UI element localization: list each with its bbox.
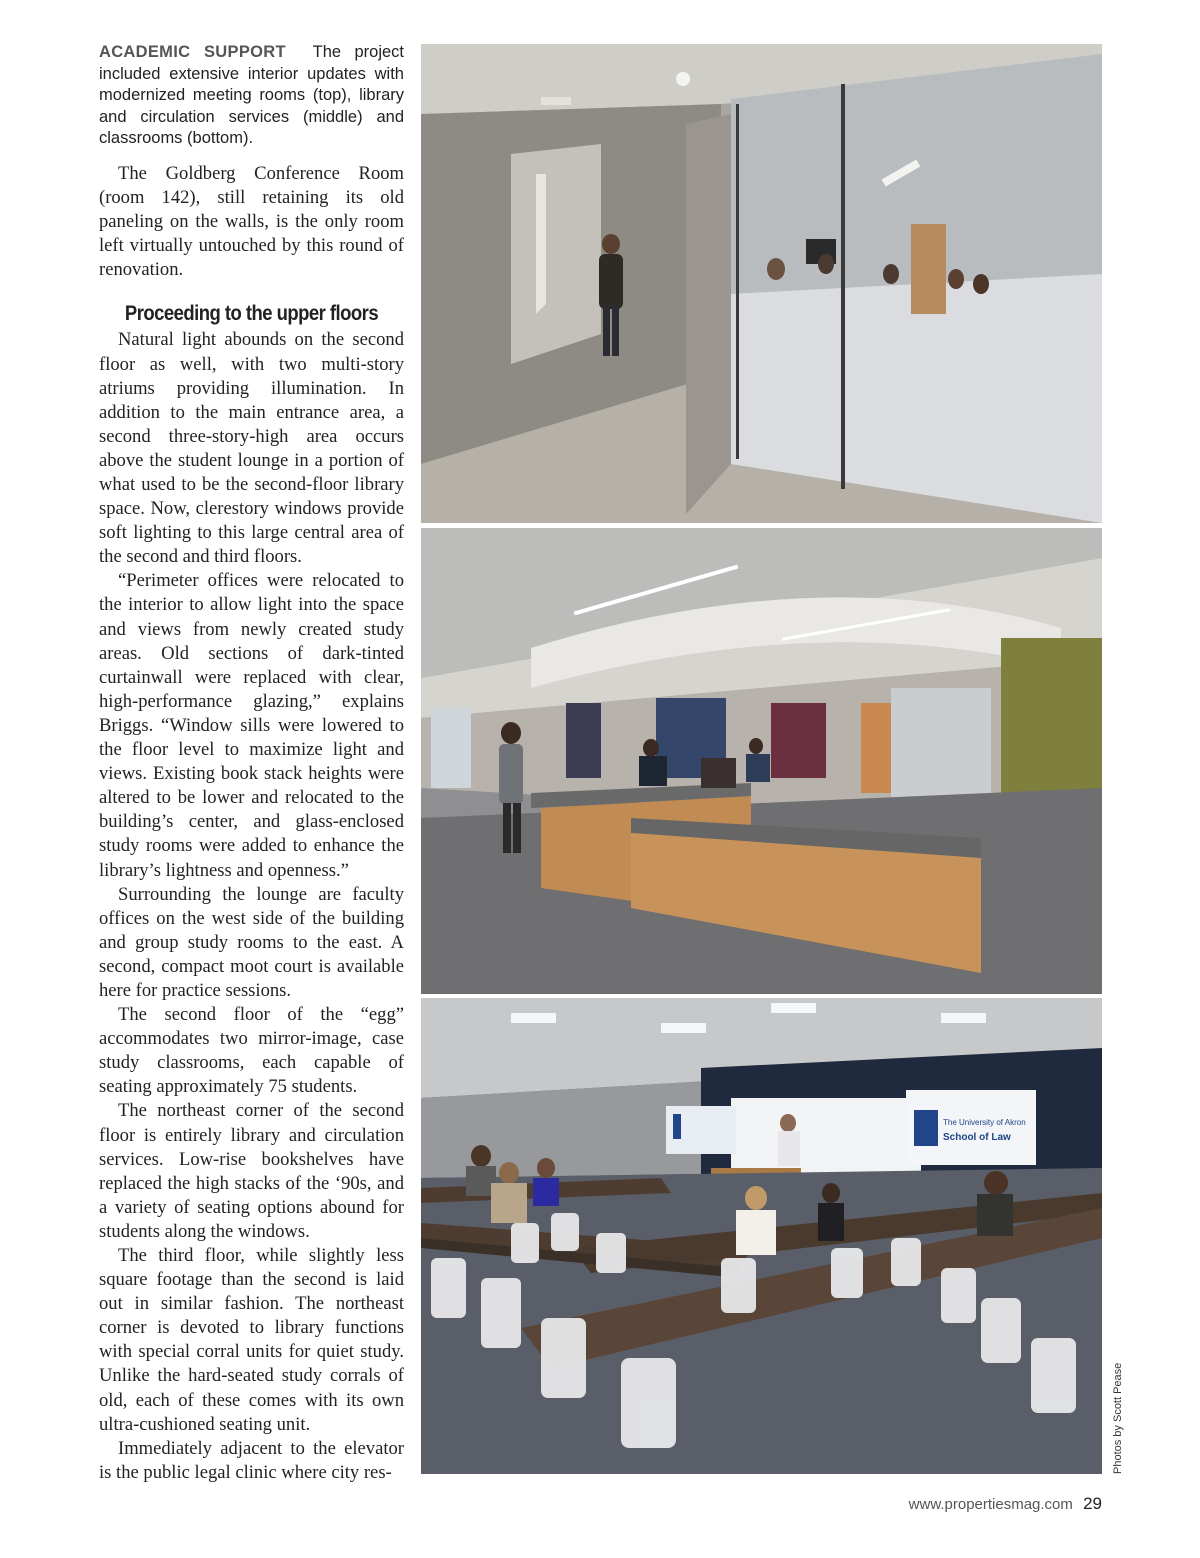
photo-caption (99, 42, 404, 150)
paragraph: Immediately adjacent to the elevator is the public legal clinic where city res- (99, 1437, 404, 1483)
photo-classroom (421, 998, 1102, 1474)
article-column (99, 42, 404, 1485)
photo-library-circulation (421, 528, 1102, 994)
paragraph: “Perimeter offices were relocated to the interior to allow light into the space and views from newly created study areas. Old sections of dark-tinted curtainwall were replaced with clear, high-performance glazing,” explains Briggs. “Window sills were lowered to the floor level to maximize light and views. Existing book stack heights were altered to be lower and relocated to the building’s center, and glass-enclosed study rooms were added to enhance the library’s lightness and openness.” (99, 570, 404, 881)
screen-university-name: The University of Akron (943, 1118, 1026, 1127)
screen-school-name: School of Law (943, 1132, 1011, 1143)
footer-url: www.propertiesmag.com (908, 1496, 1073, 1513)
page-footer (909, 1494, 1102, 1514)
caption-text: The project included extensive interior updates with modernized meeting rooms (top), library and circulation services (middle) and classrooms (bottom). (99, 43, 405, 148)
paragraph: Natural light abounds on the second floor as well, with two multi-story atriums providing illumination. In addition to the main entrance area, a second three-story-high area occurs above the student lounge in a portion of what used to be the second-floor library space. Now, clerestory windows provide soft lighting to this large central area of the second and third floors. (99, 329, 404, 568)
paragraph: The second floor of the “egg” accommodates two mirror-image, case study classrooms, each capable of seating approximately 75 students. (99, 1004, 404, 1098)
paragraph-goldberg: The Goldberg Conference Room (room 142), still retaining its old paneling on the walls, is the only room left virtually untouched by this round of renovation. (99, 162, 404, 281)
photo-meeting-room (421, 44, 1102, 523)
paragraph: The third floor, while slightly less square footage than the second is laid out in similar fashion. The northeast corner is devoted to library functions with special corral units for quiet study. Unlike the hard-seated study corrals of old, each of these comes with its own ultra-cushioned seating unit. (99, 1245, 404, 1435)
paragraph: Surrounding the lounge are faculty offices on the west side of the building and group study rooms to the east. A second, compact moot court is available here for practice sessions. (99, 883, 404, 1001)
paragraph: The northeast corner of the second floor is entirely library and circulation services. Low-rise bookshelves have replaced the high stacks of the ‘90s, and a variety of seating options abound for students along the windows. (99, 1100, 404, 1242)
caption-label: ACADEMIC SUPPORT (99, 43, 286, 61)
photo-credit: Photos by Scott Pease (1112, 1362, 1124, 1474)
page-number: 29 (1083, 1494, 1102, 1513)
section-heading: Proceeding to the upper floors (124, 302, 379, 326)
